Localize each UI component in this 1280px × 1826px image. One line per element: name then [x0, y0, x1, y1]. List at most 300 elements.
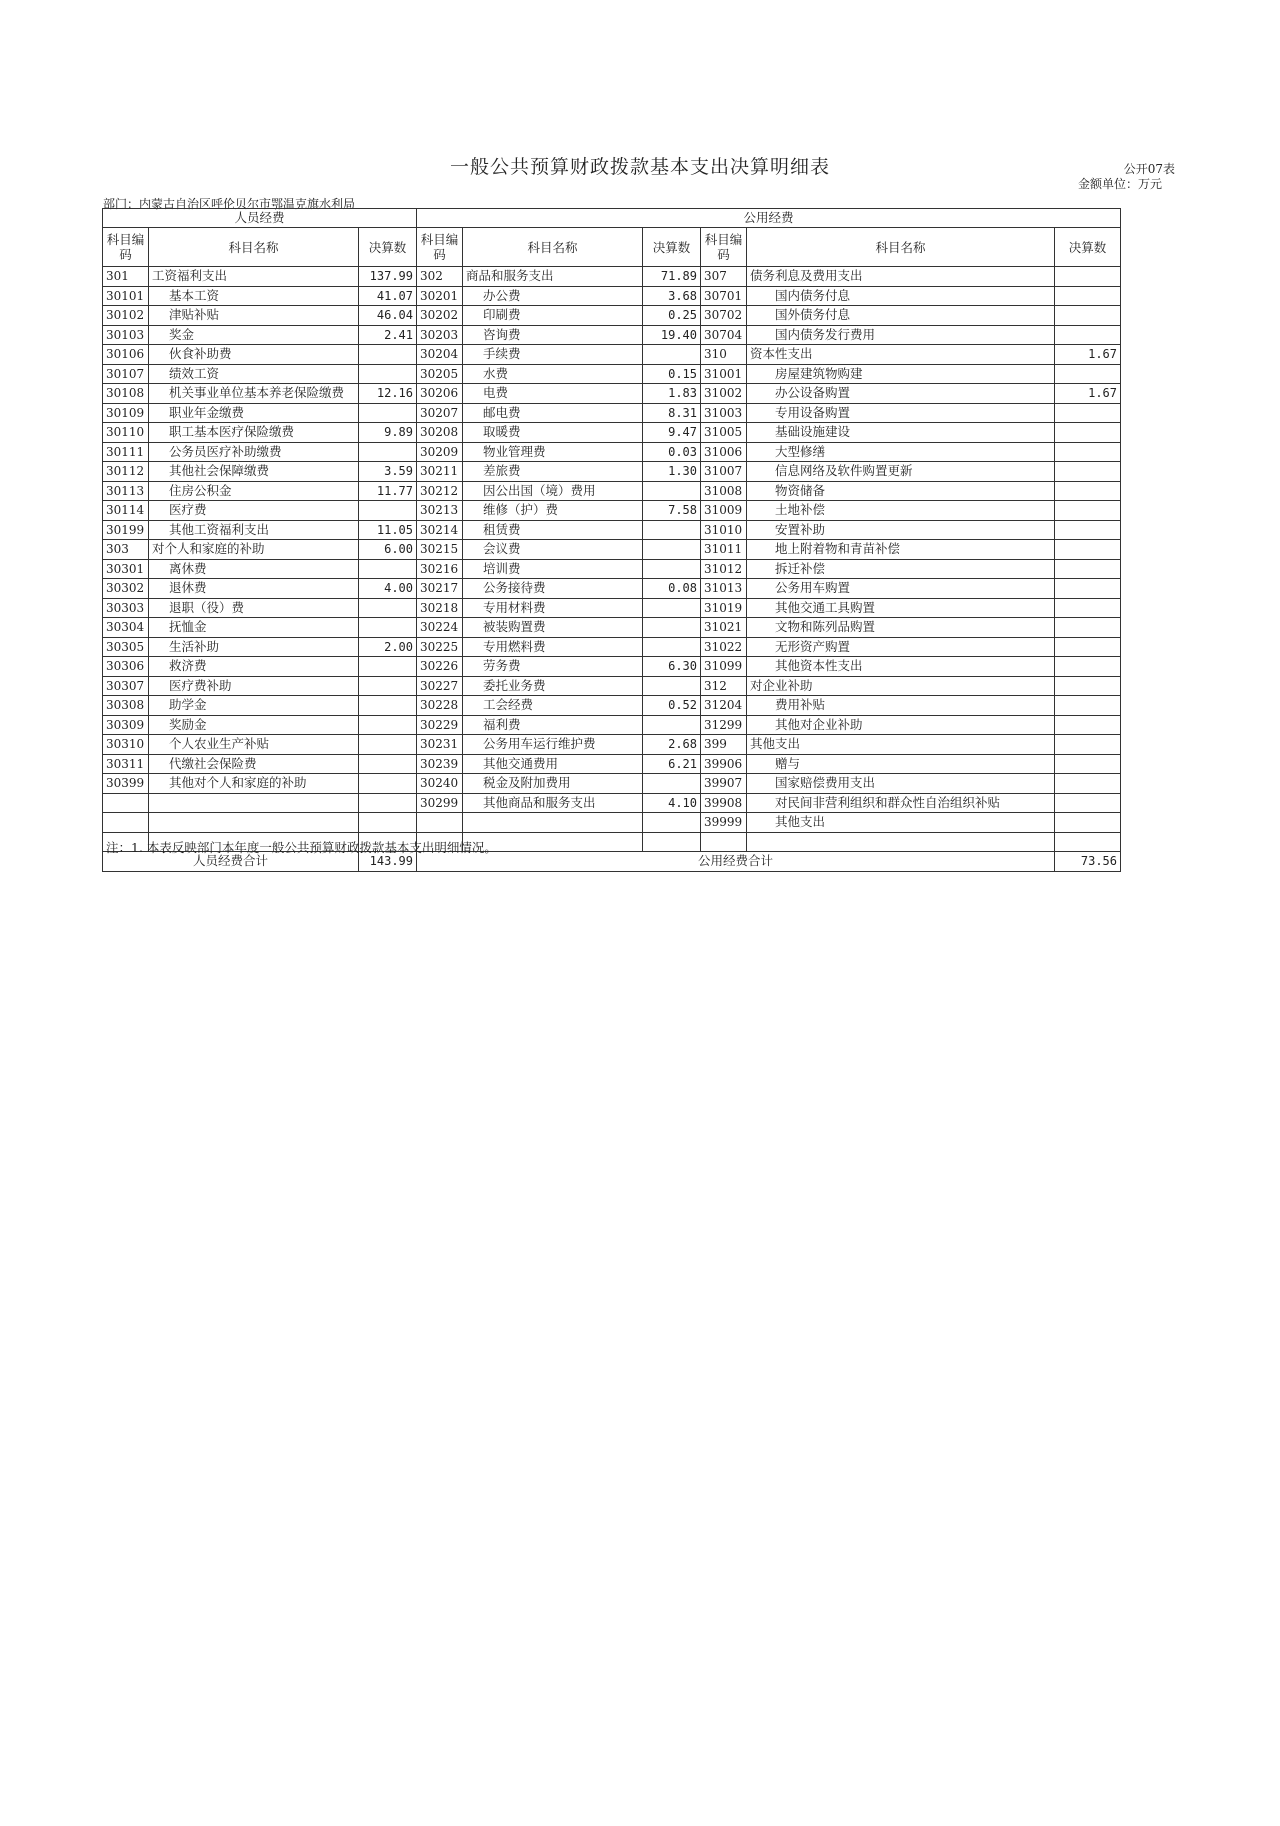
expenditure-table [102, 208, 1121, 872]
cell-amount: 0.25 [643, 306, 701, 326]
cell-amount: 19.40 [643, 325, 701, 345]
cell-amount [1055, 774, 1121, 794]
cell-amount: 11.77 [359, 481, 417, 501]
cell-amount [359, 559, 417, 579]
cell-code: 31007 [701, 462, 747, 482]
cell-name: 其他交通工具购置 [747, 598, 1055, 618]
cell-name: 其他对个人和家庭的补助 [149, 774, 359, 794]
cell-name [149, 813, 359, 833]
cell-code: 31012 [701, 559, 747, 579]
cell-amount: 1.67 [1055, 384, 1121, 404]
cell-name: 税金及附加费用 [463, 774, 643, 794]
cell-amount [643, 715, 701, 735]
cell-code: 31005 [701, 423, 747, 443]
cell-name: 物业管理费 [463, 442, 643, 462]
cell-amount [1055, 559, 1121, 579]
table-row [103, 793, 1121, 813]
group-header-personnel: 人员经费 [103, 209, 417, 228]
cell-amount [643, 520, 701, 540]
cell-code: 30217 [417, 579, 463, 599]
cell-name: 离休费 [149, 559, 359, 579]
cell-name: 无形资产购置 [747, 637, 1055, 657]
cell-code: 30218 [417, 598, 463, 618]
cell-name: 土地补偿 [747, 501, 1055, 521]
cell-name: 差旅费 [463, 462, 643, 482]
department-label: 部门：内蒙古自治区呼伦贝尔市鄂温克旗水利局 [103, 197, 356, 211]
cell-name: 费用补贴 [747, 696, 1055, 716]
col-header-amount: 决算数 [643, 228, 701, 267]
cell-name: 取暖费 [463, 423, 643, 443]
cell-code: 30704 [701, 325, 747, 345]
cell-name: 工会经费 [463, 696, 643, 716]
table-row [103, 403, 1121, 423]
cell-code: 30108 [103, 384, 149, 404]
cell-name: 代缴社会保险费 [149, 754, 359, 774]
cell-amount [1055, 637, 1121, 657]
cell-name: 被装购置费 [463, 618, 643, 638]
cell-code: 30202 [417, 306, 463, 326]
cell-code: 30227 [417, 676, 463, 696]
cell-code: 31006 [701, 442, 747, 462]
table-row [103, 754, 1121, 774]
cell-empty [747, 832, 1055, 852]
cell-name: 津贴补贴 [149, 306, 359, 326]
cell-code: 30207 [417, 403, 463, 423]
table-row [103, 325, 1121, 345]
cell-amount: 7.58 [643, 501, 701, 521]
cell-name: 专用材料费 [463, 598, 643, 618]
cell-code: 30302 [103, 579, 149, 599]
cell-code: 312 [701, 676, 747, 696]
cell-code: 30110 [103, 423, 149, 443]
cell-code: 30114 [103, 501, 149, 521]
cell-name: 医疗费 [149, 501, 359, 521]
cell-code: 30306 [103, 657, 149, 677]
cell-name: 房屋建筑物购建 [747, 364, 1055, 384]
cell-name: 公务用车运行维护费 [463, 735, 643, 755]
cell-code: 31099 [701, 657, 747, 677]
personnel-total-label: 人员经费合计 [103, 852, 359, 872]
cell-name: 助学金 [149, 696, 359, 716]
cell-code: 30206 [417, 384, 463, 404]
cell-code: 30203 [417, 325, 463, 345]
cell-code: 30229 [417, 715, 463, 735]
cell-name: 租赁费 [463, 520, 643, 540]
cell-amount: 8.31 [643, 403, 701, 423]
cell-name: 其他支出 [747, 813, 1055, 833]
cell-code: 30299 [417, 793, 463, 813]
col-header-name: 科目名称 [149, 228, 359, 267]
cell-name: 奖励金 [149, 715, 359, 735]
cell-name: 专用燃料费 [463, 637, 643, 657]
table-row [103, 501, 1121, 521]
table-row [103, 598, 1121, 618]
cell-name: 伙食补助费 [149, 345, 359, 365]
cell-amount [643, 559, 701, 579]
cell-code: 30109 [103, 403, 149, 423]
cell-amount [359, 442, 417, 462]
cell-amount [359, 364, 417, 384]
cell-code: 307 [701, 267, 747, 287]
cell-name: 其他资本性支出 [747, 657, 1055, 677]
table-row [103, 462, 1121, 482]
table-row [103, 774, 1121, 794]
cell-code: 31013 [701, 579, 747, 599]
cell-name: 基本工资 [149, 286, 359, 306]
cell-code: 31009 [701, 501, 747, 521]
cell-amount: 11.05 [359, 520, 417, 540]
cell-name: 抚恤金 [149, 618, 359, 638]
cell-amount [1055, 754, 1121, 774]
cell-name: 其他对企业补助 [747, 715, 1055, 735]
cell-amount [1055, 540, 1121, 560]
cell-amount: 2.68 [643, 735, 701, 755]
cell-amount: 46.04 [359, 306, 417, 326]
cell-amount [1055, 267, 1121, 287]
cell-name: 赠与 [747, 754, 1055, 774]
cell-code: 30107 [103, 364, 149, 384]
cell-code: 30103 [103, 325, 149, 345]
cell-amount [643, 774, 701, 794]
cell-name: 资本性支出 [747, 345, 1055, 365]
cell-name: 拆迁补偿 [747, 559, 1055, 579]
cell-code: 31002 [701, 384, 747, 404]
cell-amount [359, 657, 417, 677]
cell-code: 30213 [417, 501, 463, 521]
cell-name: 其他社会保障缴费 [149, 462, 359, 482]
cell-name: 安置补助 [747, 520, 1055, 540]
cell-amount: 6.30 [643, 657, 701, 677]
cell-amount [1055, 462, 1121, 482]
cell-empty [1055, 832, 1121, 852]
table-row [103, 520, 1121, 540]
cell-code: 30204 [417, 345, 463, 365]
cell-name: 医疗费补助 [149, 676, 359, 696]
cell-name: 办公设备购置 [747, 384, 1055, 404]
page-title: 一般公共预算财政拨款基本支出决算明细表 [449, 156, 830, 178]
cell-code: 30301 [103, 559, 149, 579]
amount-unit: 金额单位：万元 [1077, 177, 1162, 191]
col-header-code: 科目编码 [103, 228, 149, 267]
col-header-name: 科目名称 [463, 228, 643, 267]
cell-amount: 12.16 [359, 384, 417, 404]
cell-code: 31001 [701, 364, 747, 384]
cell-amount: 4.10 [643, 793, 701, 813]
cell-code: 30211 [417, 462, 463, 482]
cell-code: 30214 [417, 520, 463, 540]
cell-name: 职业年金缴费 [149, 403, 359, 423]
cell-name: 其他商品和服务支出 [463, 793, 643, 813]
cell-amount [359, 696, 417, 716]
cell-name: 生活补助 [149, 637, 359, 657]
cell-amount [359, 793, 417, 813]
cell-code: 30399 [103, 774, 149, 794]
cell-code: 30201 [417, 286, 463, 306]
cell-amount: 6.21 [643, 754, 701, 774]
cell-amount [359, 715, 417, 735]
table-row [103, 267, 1121, 287]
table-row [103, 813, 1121, 833]
cell-name: 救济费 [149, 657, 359, 677]
cell-name: 债务利息及费用支出 [747, 267, 1055, 287]
cell-amount: 0.08 [643, 579, 701, 599]
cell-code: 39999 [701, 813, 747, 833]
cell-code: 30303 [103, 598, 149, 618]
cell-code: 30224 [417, 618, 463, 638]
table-row [103, 579, 1121, 599]
table-row [103, 442, 1121, 462]
cell-amount: 0.52 [643, 696, 701, 716]
cell-code [417, 813, 463, 833]
form-code: 公开07表 [1123, 162, 1175, 176]
col-header-amount: 决算数 [359, 228, 417, 267]
cell-name: 其他工资福利支出 [149, 520, 359, 540]
table-row [103, 657, 1121, 677]
cell-name: 咨询费 [463, 325, 643, 345]
cell-name: 邮电费 [463, 403, 643, 423]
cell-amount: 41.07 [359, 286, 417, 306]
cell-code: 30231 [417, 735, 463, 755]
cell-name: 信息网络及软件购置更新 [747, 462, 1055, 482]
cell-amount [643, 540, 701, 560]
cell-name: 对企业补助 [747, 676, 1055, 696]
cell-code: 30308 [103, 696, 149, 716]
cell-code [103, 793, 149, 813]
cell-code: 30225 [417, 637, 463, 657]
cell-amount [359, 676, 417, 696]
cell-amount [1055, 793, 1121, 813]
cell-name: 其他交通费用 [463, 754, 643, 774]
cell-amount [359, 754, 417, 774]
cell-amount: 1.30 [643, 462, 701, 482]
cell-amount: 3.59 [359, 462, 417, 482]
cell-name: 因公出国（境）费用 [463, 481, 643, 501]
col-header-code: 科目编码 [417, 228, 463, 267]
cell-code: 30239 [417, 754, 463, 774]
cell-code: 302 [417, 267, 463, 287]
cell-code: 30216 [417, 559, 463, 579]
cell-code: 31022 [701, 637, 747, 657]
cell-name: 会议费 [463, 540, 643, 560]
cell-name: 手续费 [463, 345, 643, 365]
cell-code: 31299 [701, 715, 747, 735]
footnote: 注：1. 本表反映部门本年度一般公共预算财政拨款基本支出明细情况。 [106, 840, 497, 855]
cell-amount [1055, 286, 1121, 306]
table-row [103, 559, 1121, 579]
cell-code: 30310 [103, 735, 149, 755]
table-row [103, 345, 1121, 365]
cell-code: 30205 [417, 364, 463, 384]
cell-name: 印刷费 [463, 306, 643, 326]
cell-amount: 9.47 [643, 423, 701, 443]
cell-amount [1055, 715, 1121, 735]
cell-amount [1055, 813, 1121, 833]
cell-name: 住房公积金 [149, 481, 359, 501]
cell-code: 30208 [417, 423, 463, 443]
cell-code: 31011 [701, 540, 747, 560]
cell-name: 其他支出 [747, 735, 1055, 755]
cell-amount: 0.15 [643, 364, 701, 384]
table-row [103, 696, 1121, 716]
cell-amount: 3.68 [643, 286, 701, 306]
cell-amount [359, 598, 417, 618]
cell-amount [643, 813, 701, 833]
cell-amount [643, 481, 701, 501]
cell-amount: 137.99 [359, 267, 417, 287]
col-header-name: 科目名称 [747, 228, 1055, 267]
cell-amount [1055, 579, 1121, 599]
cell-code: 30226 [417, 657, 463, 677]
cell-amount [1055, 442, 1121, 462]
cell-code: 30113 [103, 481, 149, 501]
cell-amount [1055, 325, 1121, 345]
cell-name: 电费 [463, 384, 643, 404]
cell-name: 委托业务费 [463, 676, 643, 696]
cell-name: 劳务费 [463, 657, 643, 677]
cell-code: 30101 [103, 286, 149, 306]
cell-name: 维修（护）费 [463, 501, 643, 521]
cell-name: 国外债务付息 [747, 306, 1055, 326]
cell-amount: 71.89 [643, 267, 701, 287]
cell-amount [643, 345, 701, 365]
cell-name [149, 793, 359, 813]
cell-amount [643, 618, 701, 638]
cell-amount [359, 345, 417, 365]
cell-amount [359, 735, 417, 755]
cell-amount [643, 598, 701, 618]
cell-name: 福利费 [463, 715, 643, 735]
cell-code: 301 [103, 267, 149, 287]
public-total-value: 73.56 [1055, 852, 1121, 872]
table-row [103, 637, 1121, 657]
cell-name: 办公费 [463, 286, 643, 306]
cell-empty [701, 832, 747, 852]
cell-name: 培训费 [463, 559, 643, 579]
table-row [103, 481, 1121, 501]
cell-amount: 4.00 [359, 579, 417, 599]
cell-code: 30309 [103, 715, 149, 735]
col-header-code: 科目编码 [701, 228, 747, 267]
cell-amount: 2.00 [359, 637, 417, 657]
cell-empty [643, 832, 701, 852]
cell-code: 30305 [103, 637, 149, 657]
cell-code: 30112 [103, 462, 149, 482]
cell-amount [1055, 501, 1121, 521]
cell-code: 30215 [417, 540, 463, 560]
cell-name: 职工基本医疗保险缴费 [149, 423, 359, 443]
cell-name: 公务用车购置 [747, 579, 1055, 599]
cell-name: 物资储备 [747, 481, 1055, 501]
cell-code: 30111 [103, 442, 149, 462]
cell-name: 地上附着物和青苗补偿 [747, 540, 1055, 560]
cell-amount [1055, 520, 1121, 540]
cell-code: 31010 [701, 520, 747, 540]
cell-code: 39906 [701, 754, 747, 774]
cell-code: 30102 [103, 306, 149, 326]
cell-code: 303 [103, 540, 149, 560]
cell-code: 31008 [701, 481, 747, 501]
cell-code: 30199 [103, 520, 149, 540]
cell-name: 公务接待费 [463, 579, 643, 599]
cell-amount [359, 501, 417, 521]
table-row [103, 423, 1121, 443]
table-row [103, 735, 1121, 755]
cell-name: 个人农业生产补贴 [149, 735, 359, 755]
cell-amount [1055, 657, 1121, 677]
cell-code: 30307 [103, 676, 149, 696]
cell-code: 30701 [701, 286, 747, 306]
cell-name: 退职（役）费 [149, 598, 359, 618]
cell-name: 工资福利支出 [149, 267, 359, 287]
table-row [103, 540, 1121, 560]
cell-amount [359, 403, 417, 423]
cell-code: 39907 [701, 774, 747, 794]
cell-code: 399 [701, 735, 747, 755]
personnel-total-value: 143.99 [359, 852, 417, 872]
cell-name: 大型修缮 [747, 442, 1055, 462]
cell-amount [1055, 735, 1121, 755]
cell-amount: 6.00 [359, 540, 417, 560]
cell-amount [643, 637, 701, 657]
cell-code: 30209 [417, 442, 463, 462]
cell-code: 30228 [417, 696, 463, 716]
cell-name: 机关事业单位基本养老保险缴费 [149, 384, 359, 404]
cell-name: 文物和陈列品购置 [747, 618, 1055, 638]
cell-name: 国内债务付息 [747, 286, 1055, 306]
cell-code: 30304 [103, 618, 149, 638]
table-row [103, 286, 1121, 306]
cell-name: 对个人和家庭的补助 [149, 540, 359, 560]
cell-name: 公务员医疗补助缴费 [149, 442, 359, 462]
cell-name: 奖金 [149, 325, 359, 345]
cell-name: 国家赔偿费用支出 [747, 774, 1055, 794]
cell-amount [643, 676, 701, 696]
cell-code: 31021 [701, 618, 747, 638]
cell-code: 30702 [701, 306, 747, 326]
cell-amount: 1.67 [1055, 345, 1121, 365]
cell-amount [1055, 696, 1121, 716]
cell-code: 30106 [103, 345, 149, 365]
table-row [103, 306, 1121, 326]
cell-amount: 0.03 [643, 442, 701, 462]
cell-name: 退休费 [149, 579, 359, 599]
cell-amount [1055, 598, 1121, 618]
cell-name: 对民间非营利组织和群众性自治组织补贴 [747, 793, 1055, 813]
cell-code: 30311 [103, 754, 149, 774]
cell-code: 31003 [701, 403, 747, 423]
cell-name: 水费 [463, 364, 643, 384]
cell-amount [1055, 403, 1121, 423]
cell-name [463, 813, 643, 833]
cell-name: 专用设备购置 [747, 403, 1055, 423]
cell-code: 30212 [417, 481, 463, 501]
cell-code: 39908 [701, 793, 747, 813]
group-header-public: 公用经费 [417, 209, 1121, 228]
cell-name: 绩效工资 [149, 364, 359, 384]
cell-amount [1055, 618, 1121, 638]
table-row [103, 676, 1121, 696]
cell-amount [1055, 423, 1121, 443]
cell-amount [1055, 364, 1121, 384]
cell-amount: 2.41 [359, 325, 417, 345]
col-header-amount: 决算数 [1055, 228, 1121, 267]
cell-amount [359, 774, 417, 794]
cell-name: 国内债务发行费用 [747, 325, 1055, 345]
table-row [103, 618, 1121, 638]
cell-amount [359, 813, 417, 833]
table-row [103, 715, 1121, 735]
cell-amount [1055, 676, 1121, 696]
